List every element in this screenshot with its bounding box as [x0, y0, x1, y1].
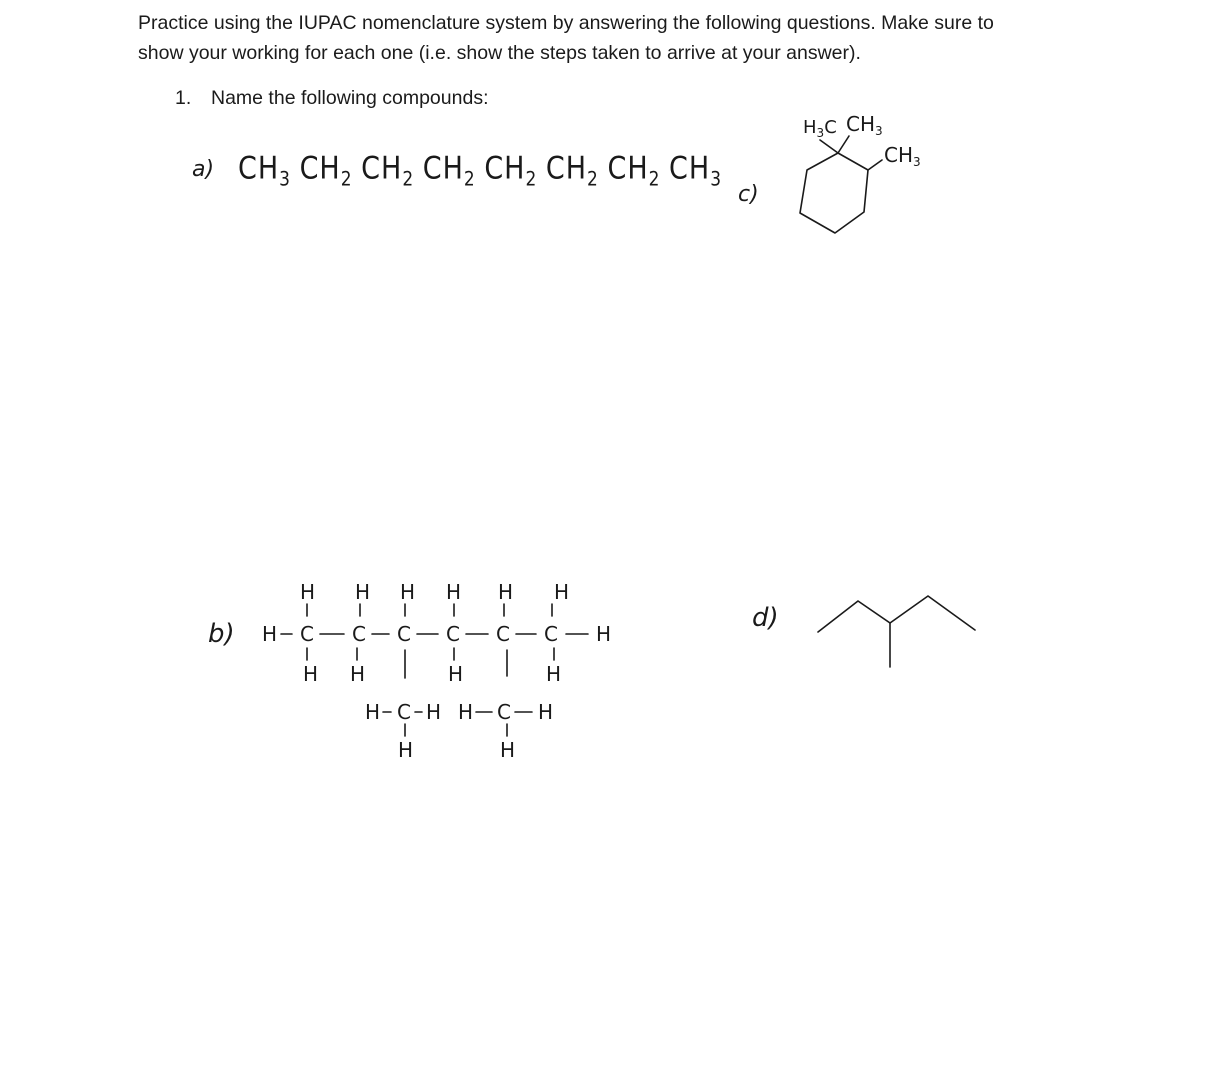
atom-h: H: [262, 622, 278, 646]
atom-h: H: [500, 738, 516, 762]
atom-subscript: 3: [816, 126, 825, 140]
atom-symbol: H: [803, 117, 817, 138]
instructions-line-1: Practice using the IUPAC nomenclature system by answering the following questions. Make sure to: [138, 12, 994, 34]
atom-c: C: [352, 622, 366, 646]
formula-group: CH: [607, 151, 649, 187]
atom-c: C: [397, 700, 411, 724]
atom-symbol: C: [824, 117, 837, 138]
atom-h: H: [365, 700, 381, 724]
question-text: Name the following compounds:: [211, 87, 489, 109]
atom-h: H: [355, 580, 371, 604]
formula-subscript: 2: [463, 168, 475, 192]
atom-h: H: [546, 662, 562, 686]
formula-group: CH: [299, 151, 341, 187]
atom-h: H: [350, 662, 366, 686]
atom-h: H: [400, 580, 416, 604]
atom-subscript: 3: [875, 124, 883, 138]
question-number: 1.: [175, 87, 192, 109]
formula-subscript: 3: [710, 168, 722, 192]
formula-group: CH: [669, 151, 711, 187]
compound-a-label: a): [192, 157, 215, 182]
atom-h: H: [300, 580, 316, 604]
formula-group: CH: [238, 151, 280, 187]
formula-group: CH: [361, 151, 403, 187]
atom-c: C: [397, 622, 411, 646]
formula-subscript: 3: [279, 168, 290, 192]
atom-h: H: [303, 662, 319, 686]
compound-c-label: c): [738, 182, 759, 207]
formula-group: CH: [545, 151, 588, 187]
compound-d-label: d): [752, 603, 779, 633]
atom-symbol: CH: [884, 143, 914, 167]
atom-h: H: [596, 622, 612, 646]
formula-group: CH: [422, 151, 464, 187]
carbon-chain: [818, 596, 975, 632]
formula-subscript: 2: [587, 168, 598, 192]
atom-c: C: [496, 622, 510, 646]
atom-h: H: [426, 700, 442, 724]
atom-h: H: [398, 738, 414, 762]
atom-h: H: [446, 580, 462, 604]
formula-subscript: 2: [525, 168, 537, 192]
formula-subscript: 2: [402, 168, 414, 192]
atom-h: H: [538, 700, 554, 724]
atom-h: H: [498, 580, 514, 604]
atom-h: H: [458, 700, 474, 724]
atom-c: C: [497, 700, 511, 724]
atom-h: H: [448, 662, 464, 686]
compound-b-label: b): [208, 619, 235, 649]
instructions-line-2: show your working for each one (i.e. show the steps taken to arrive at your answer).: [138, 42, 861, 64]
atom-h: H: [554, 580, 570, 604]
formula-subscript: 2: [648, 168, 660, 192]
formula-group: CH: [484, 151, 526, 187]
atom-symbol: CH: [846, 112, 876, 136]
atom-c: C: [446, 622, 460, 646]
formula-subscript: 2: [340, 168, 352, 192]
atom-subscript: 3: [913, 155, 921, 169]
atom-c: C: [544, 622, 558, 646]
atom-c: C: [300, 622, 314, 646]
